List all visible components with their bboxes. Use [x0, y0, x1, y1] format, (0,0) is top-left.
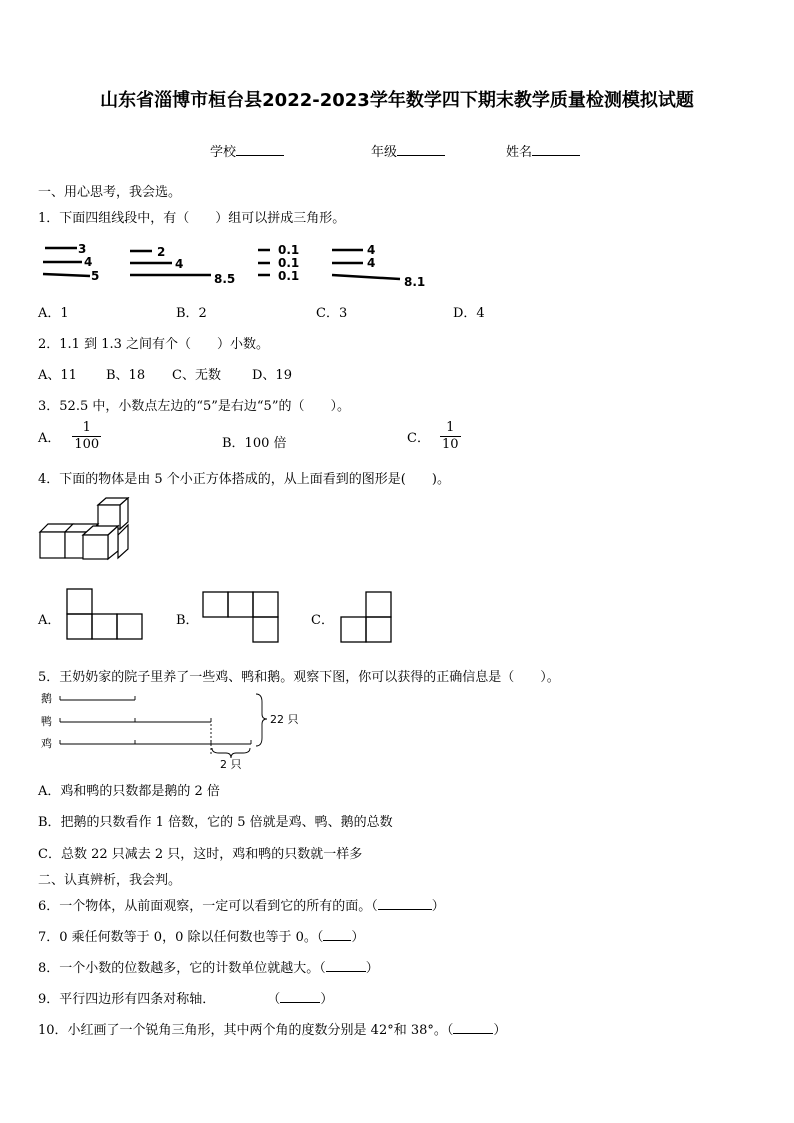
- judge-10-close: ）: [493, 1023, 507, 1038]
- q5-option-a[interactable]: A．鸡和鸭的只数都是鹅的 2 倍: [38, 784, 220, 799]
- q1-g1-s2: 4: [84, 255, 93, 269]
- q5-row-chicken: 鸡: [41, 737, 52, 750]
- q5-row-duck: 鸭: [41, 715, 52, 728]
- page-title: 山东省淄博市桓台县2022-2023学年数学四下期末教学质量检测模拟试题: [100, 90, 694, 111]
- q1-g3-s3: 0.1: [278, 269, 300, 283]
- q5-row-goose: 鹅: [41, 692, 52, 705]
- school-blank[interactable]: [236, 143, 284, 156]
- q3-c-denominator: 10: [441, 437, 459, 452]
- q3-c-numerator: 1: [446, 420, 455, 435]
- grade-label: 年级: [371, 145, 398, 160]
- judge-8-text: 8．一个小数的位数越多，它的计数单位就越大。（: [38, 961, 326, 976]
- judge-8-answer-blank[interactable]: [326, 960, 366, 972]
- judge-7-close: ）: [351, 930, 365, 945]
- q2-option-a[interactable]: A、11: [38, 368, 77, 383]
- judge-item-9: [38, 988, 333, 1007]
- q4-option-b-figure[interactable]: [202, 591, 280, 643]
- q1-g4-s3: 8.1: [404, 275, 426, 288]
- q3-a-denominator: 100: [74, 437, 100, 452]
- school-label: 学校: [210, 145, 237, 160]
- q4-option-a-figure[interactable]: [66, 588, 144, 640]
- q1-g4-s1: 4: [367, 243, 376, 257]
- q1-option-a[interactable]: A．1: [38, 306, 69, 321]
- q5-option-b[interactable]: B．把鹅的只数看作 1 倍数，它的 5 倍就是鸡、鸭、鹅的总数: [38, 815, 393, 830]
- q4-option-c-label[interactable]: C．: [311, 613, 334, 628]
- q3-a-numerator: 1: [82, 420, 91, 435]
- question-1-stem: 1．下面四组线段中，有（ ）组可以拼成三角形。: [38, 211, 346, 226]
- q1-line-segments-figure: [30, 238, 450, 288]
- judge-8-close: ）: [365, 961, 379, 976]
- q4-option-b-label[interactable]: B．: [176, 613, 199, 628]
- section-1-heading: 一、用心思考，我会选。: [38, 185, 182, 200]
- q4-option-a-label[interactable]: A．: [38, 613, 61, 628]
- name-field[interactable]: [506, 141, 580, 160]
- judge-item-6: [38, 895, 445, 914]
- judge-9-answer-blank[interactable]: [280, 991, 320, 1003]
- q3-a-fraction: [72, 420, 101, 453]
- q1-g1-s3: 5: [91, 269, 100, 283]
- q3-option-c[interactable]: [407, 420, 461, 453]
- question-5-stem: 5．王奶奶家的院子里养了一些鸡、鸭和鹅。观察下图，你可以获得的正确信息是（ ）。: [38, 670, 560, 685]
- q1-g2-s1: 2: [157, 245, 166, 259]
- judge-9-text: 9．平行四边形有四条对称轴． （: [38, 992, 281, 1007]
- section-2-heading: 二、认真辨析，我会判。: [38, 873, 182, 888]
- q4-cube-stack-figure: [38, 497, 130, 563]
- judge-6-close: ）: [431, 899, 445, 914]
- q5-line-segment-diagram: [38, 688, 308, 770]
- q4-option-c-figure[interactable]: [340, 591, 394, 643]
- question-3-stem: 3．52.5 中，小数点左边的“5”是右边“5”的（ ）。: [38, 399, 350, 414]
- question-4-stem: 4．下面的物体是由 5 个小正方体搭成的，从上面看到的图形是( )。: [38, 472, 450, 487]
- school-field[interactable]: [210, 141, 284, 160]
- q3-option-a[interactable]: [38, 420, 101, 453]
- grade-blank[interactable]: [397, 143, 445, 156]
- q3-c-fraction: [440, 420, 461, 453]
- question-2-stem: 2．1.1 到 1.3 之间有个（ ）小数。: [38, 337, 270, 352]
- q1-g3-s1: 0.1: [278, 243, 300, 257]
- q3-a-label: A．: [38, 431, 61, 446]
- q1-option-d[interactable]: D．4: [453, 306, 485, 321]
- judge-9-close: ）: [320, 992, 334, 1007]
- name-label: 姓名: [506, 145, 533, 160]
- q1-g2-s2: 4: [175, 257, 184, 271]
- q1-option-b[interactable]: B．2: [176, 306, 207, 321]
- judge-10-text: 10．小红画了一个锐角三角形，其中两个角的度数分别是 42°和 38°。（: [38, 1023, 454, 1038]
- q1-g2-s3: 8.5: [214, 272, 236, 286]
- q2-option-b[interactable]: B、18: [106, 368, 146, 383]
- judge-7-text: 7．0 乘任何数等于 0，0 除以任何数也等于 0。（: [38, 930, 324, 945]
- q5-total-label: 22 只: [270, 713, 299, 726]
- judge-item-10: [38, 1019, 506, 1038]
- judge-10-answer-blank[interactable]: [453, 1022, 493, 1034]
- q2-option-d[interactable]: D、19: [252, 368, 292, 383]
- q3-c-label: C．: [407, 431, 430, 446]
- q1-option-c[interactable]: C．3: [316, 306, 348, 321]
- judge-item-8: [38, 957, 379, 976]
- q5-diff-label: 2 只: [220, 758, 242, 770]
- judge-6-text: 6．一个物体，从前面观察，一定可以看到它的所有的面。（: [38, 899, 378, 914]
- judge-item-7: [38, 926, 364, 945]
- q5-option-c[interactable]: C．总数 22 只减去 2 只，这时，鸡和鸭的只数就一样多: [38, 847, 363, 862]
- grade-field[interactable]: [371, 141, 445, 160]
- q1-g1-s1: 3: [78, 242, 87, 256]
- judge-7-answer-blank[interactable]: [323, 929, 351, 941]
- q3-option-b[interactable]: B．100 倍: [222, 436, 287, 451]
- q1-g3-s2: 0.1: [278, 256, 300, 270]
- q1-g4-s2: 4: [367, 256, 376, 270]
- q2-option-c[interactable]: C、无数: [172, 368, 221, 383]
- name-blank[interactable]: [532, 143, 580, 156]
- judge-6-answer-blank[interactable]: [378, 898, 432, 910]
